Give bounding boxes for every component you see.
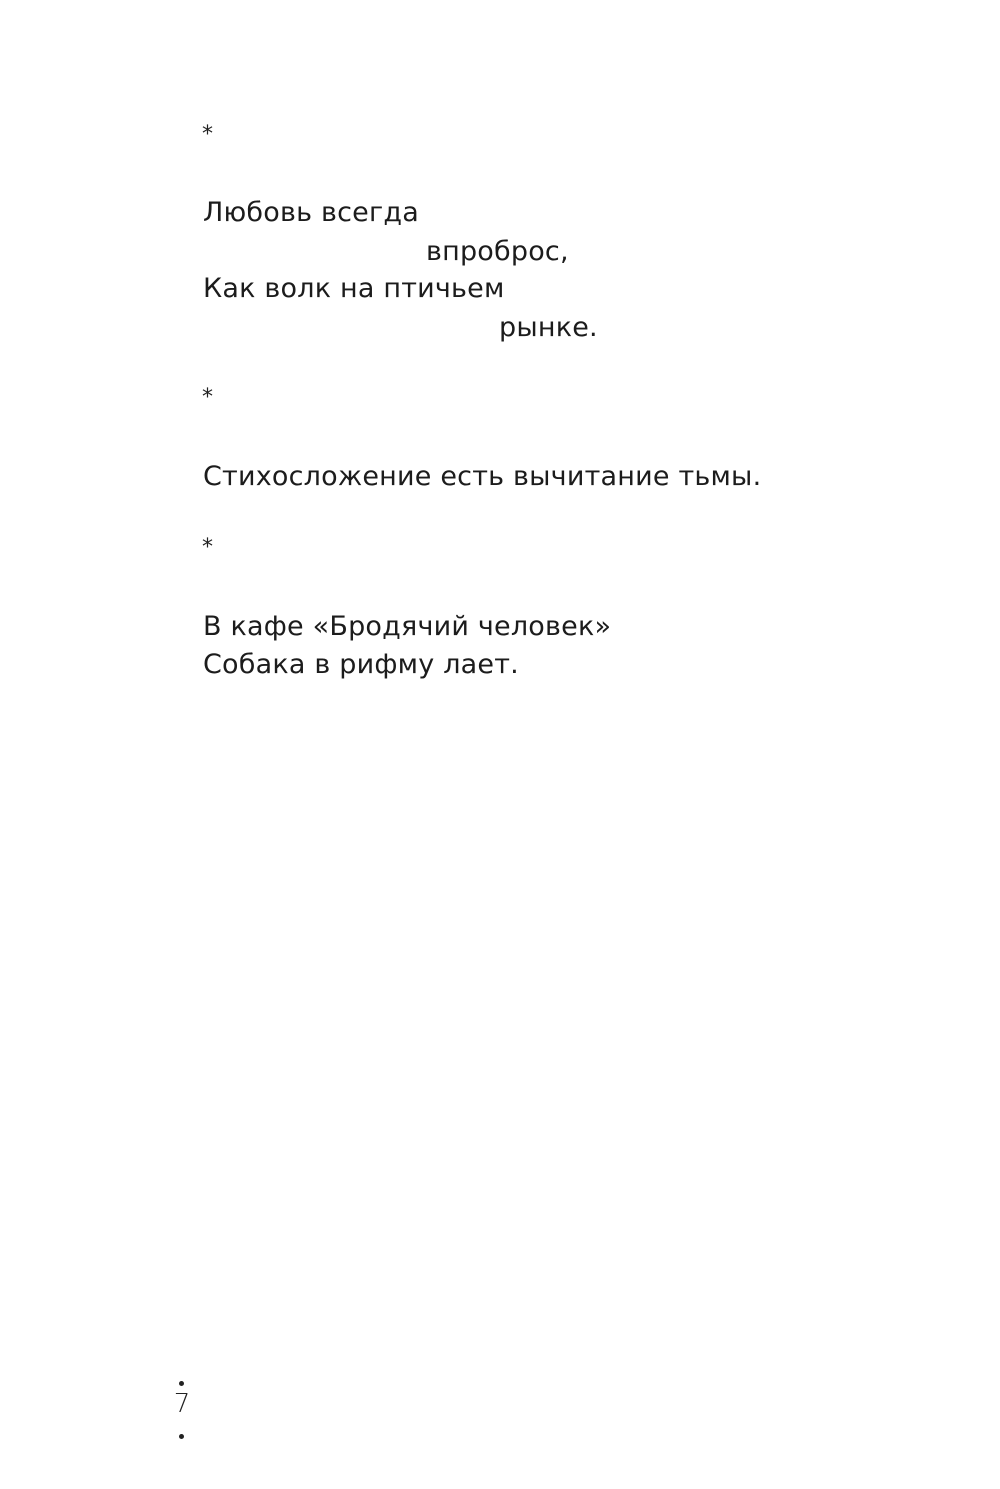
- poem-line: В кафе «Бродячий человек»: [203, 611, 612, 642]
- poem-line: Как волк на птичьем: [203, 273, 505, 304]
- poem-line: Стихосложение есть вычитание тьмы.: [203, 461, 762, 492]
- section-separator-star: *: [202, 385, 213, 410]
- poem-line: рынке.: [499, 312, 598, 343]
- page-number-dot-bottom: [179, 1434, 184, 1439]
- page-number: 7: [173, 1389, 191, 1419]
- poem-line: Собака в рифму лает.: [203, 649, 519, 680]
- section-separator-star: *: [202, 122, 213, 147]
- page-number-dot-top: [179, 1381, 184, 1386]
- poem-line: Любовь всегда: [203, 197, 419, 228]
- poem-line: впроброс,: [426, 236, 569, 267]
- section-separator-star: *: [202, 535, 213, 560]
